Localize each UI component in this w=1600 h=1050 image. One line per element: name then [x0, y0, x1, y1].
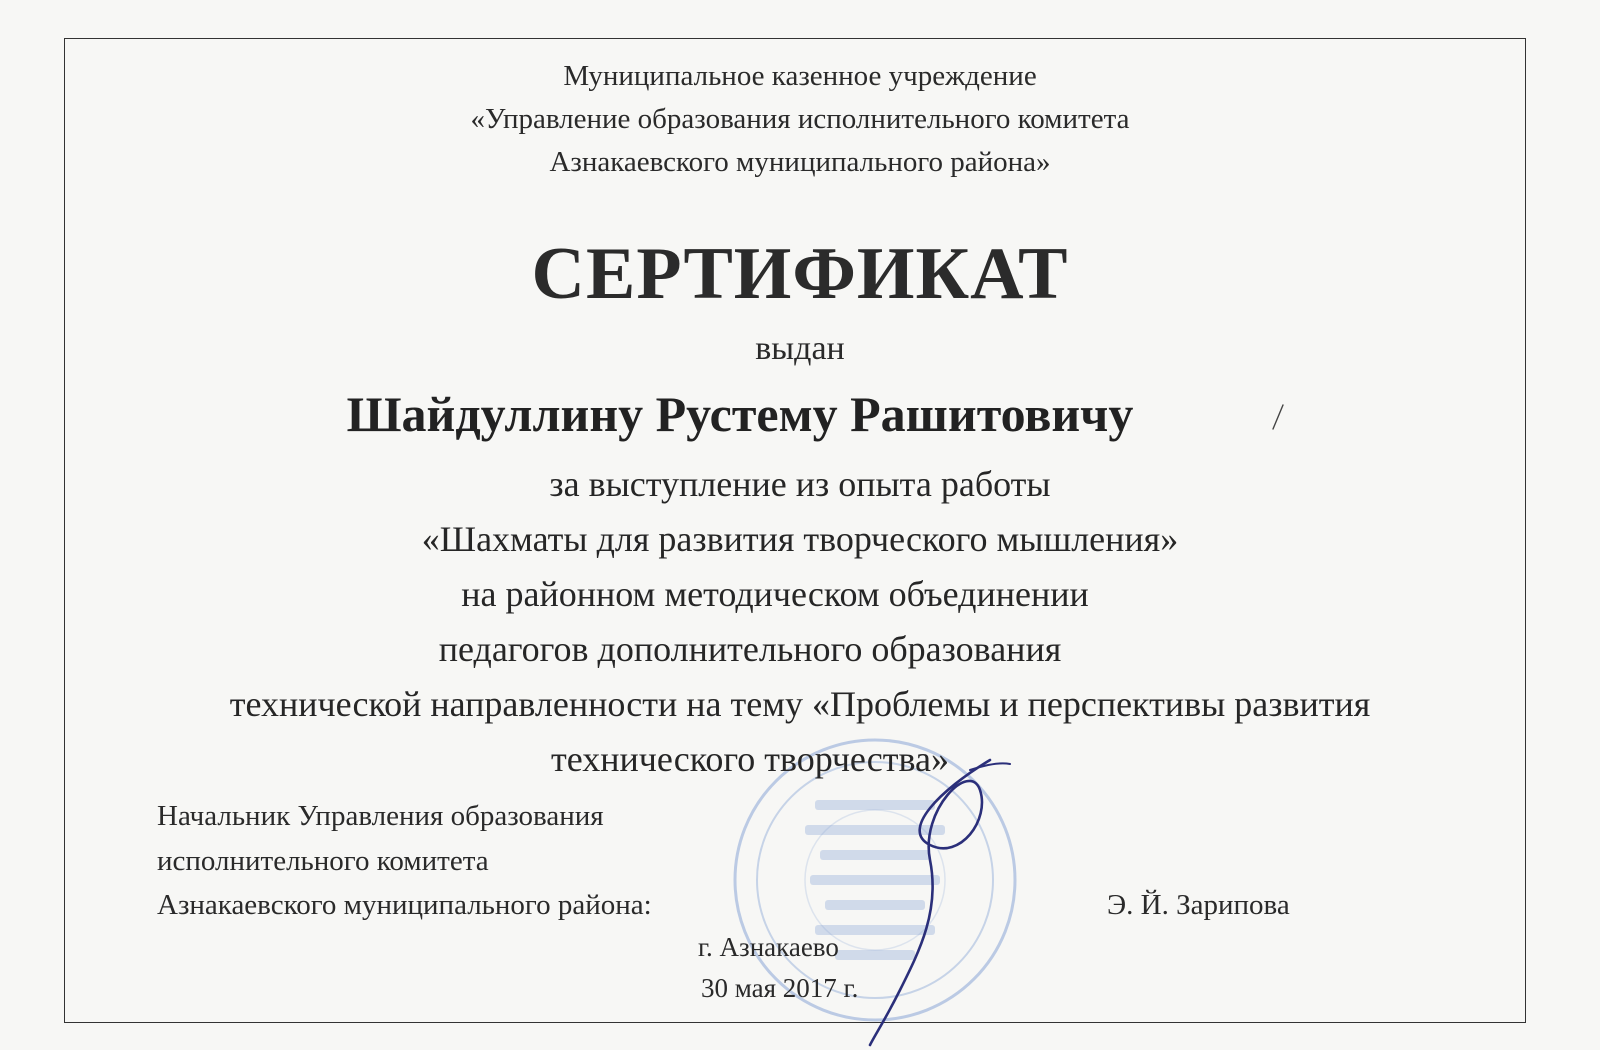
certificate-title: СЕРТИФИКАТ [531, 233, 1069, 315]
date: 30 мая 2017 г. [701, 973, 859, 1003]
issued-label: выдан [755, 330, 845, 367]
body-line-1: за выступление из опыта работы [549, 464, 1051, 504]
body-line-2: «Шахматы для развития творческого мышления» [421, 519, 1179, 559]
header-line-2: «Управление образования исполнительного комитета [470, 103, 1130, 135]
body-line-4: педагогов дополнительного образования [438, 629, 1062, 669]
signatory-title-line-2: исполнительного комитета [157, 845, 489, 877]
header-line-1: Муниципальное казенное учреждение [563, 60, 1037, 92]
signatory-title-line-3: Азнакаевского муниципального района: [157, 889, 652, 921]
signatory-name: Э. Й. Зарипова [1107, 889, 1290, 921]
body-line-5: технической направленности на тему «Проблемы и перспективы развития [229, 684, 1371, 724]
body-line-3: на районном методическом объединении [461, 574, 1089, 614]
signatory-title-line-1: Начальник Управления образования [157, 800, 604, 832]
recipient-name: Шайдуллину Рустему Рашитовичу [346, 386, 1134, 442]
signature [840, 750, 1040, 1050]
place: г. Азнакаево [698, 932, 839, 962]
body-line-6: технического творчества» [550, 739, 950, 779]
header-line-3: Азнакаевского муниципального района» [549, 146, 1051, 178]
